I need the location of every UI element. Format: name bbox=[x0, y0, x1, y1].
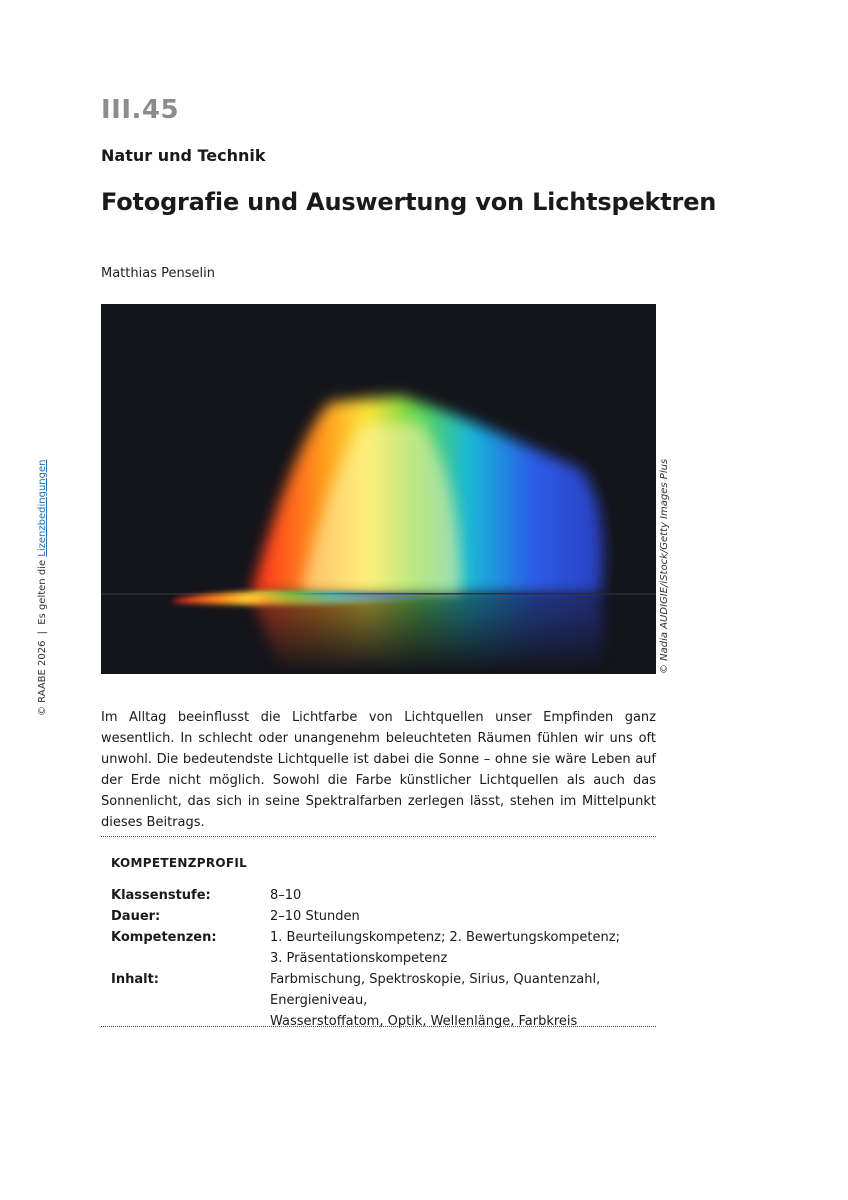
profile-label: Inhalt: bbox=[111, 972, 159, 987]
profile-label: Klassenstufe: bbox=[111, 888, 211, 903]
profile-label: Kompetenzen: bbox=[111, 930, 217, 945]
profile-row-competences bbox=[111, 927, 656, 969]
copyright-text: © RAABE 2026 bbox=[37, 640, 48, 716]
profile-row-content bbox=[111, 969, 656, 1032]
author-name: Matthias Penselin bbox=[101, 266, 215, 281]
image-credit: © Nadia AUDIGIE/iStock/Getty Images Plus bbox=[659, 458, 670, 674]
license-text: Es gelten die bbox=[37, 559, 48, 625]
spectrum-photo bbox=[101, 304, 656, 674]
profile-value-line: 3. Präsentationskompetenz bbox=[270, 951, 448, 966]
profile-value-line: 2–10 Stunden bbox=[270, 909, 360, 924]
profile-value bbox=[270, 927, 656, 969]
profile-row-grade bbox=[111, 885, 656, 906]
profile-value bbox=[270, 969, 656, 1032]
intro-paragraph: Im Alltag beeinflusst die Lichtfarbe von Lichtquellen unser Empfinden ganz wesentlich. In schlecht oder unangenehm beleuchteten Räumen fühlen wir uns oft unwohl. Die bedeutendste Lichtquelle ist dabei die Sonne – ohne sie wäre Leben auf der Erde nicht möglich. Sowohl die Farbe künstlicher Lichtquellen als auch das Sonnenlicht, das sich in seine Spektralfarben zerlegen lässt, stehen im Mittelpunkt dieses Beitrags. bbox=[101, 710, 656, 830]
license-link[interactable]: Lizenzbedingungen bbox=[37, 459, 48, 557]
profile-heading: KOMPETENZPROFIL bbox=[111, 856, 248, 870]
profile-value-line: Farbmischung, Spektroskopie, Sirius, Quantenzahl, Energieniveau, bbox=[270, 972, 601, 1008]
profile-value bbox=[270, 885, 656, 906]
separator: | bbox=[37, 630, 48, 635]
profile-value-line: 8–10 bbox=[270, 888, 302, 903]
page-title: Fotografie und Auswertung von Lichtspektren bbox=[101, 188, 717, 216]
divider-top bbox=[101, 836, 656, 837]
license-note bbox=[37, 459, 48, 716]
profile-label: Dauer: bbox=[111, 909, 161, 924]
profile-value bbox=[270, 906, 656, 927]
divider-bottom bbox=[101, 1026, 656, 1027]
subject-heading: Natur und Technik bbox=[101, 146, 266, 165]
profile-row-duration bbox=[111, 906, 656, 927]
profile-value-line: 1. Beurteilungskompetenz; 2. Bewertungskompetenz; bbox=[270, 930, 620, 945]
competence-profile bbox=[111, 885, 656, 1032]
section-code: III.45 bbox=[101, 95, 180, 125]
profile-value-line: Wasserstoffatom, Optik, Wellenlänge, Farbkreis bbox=[270, 1014, 578, 1029]
